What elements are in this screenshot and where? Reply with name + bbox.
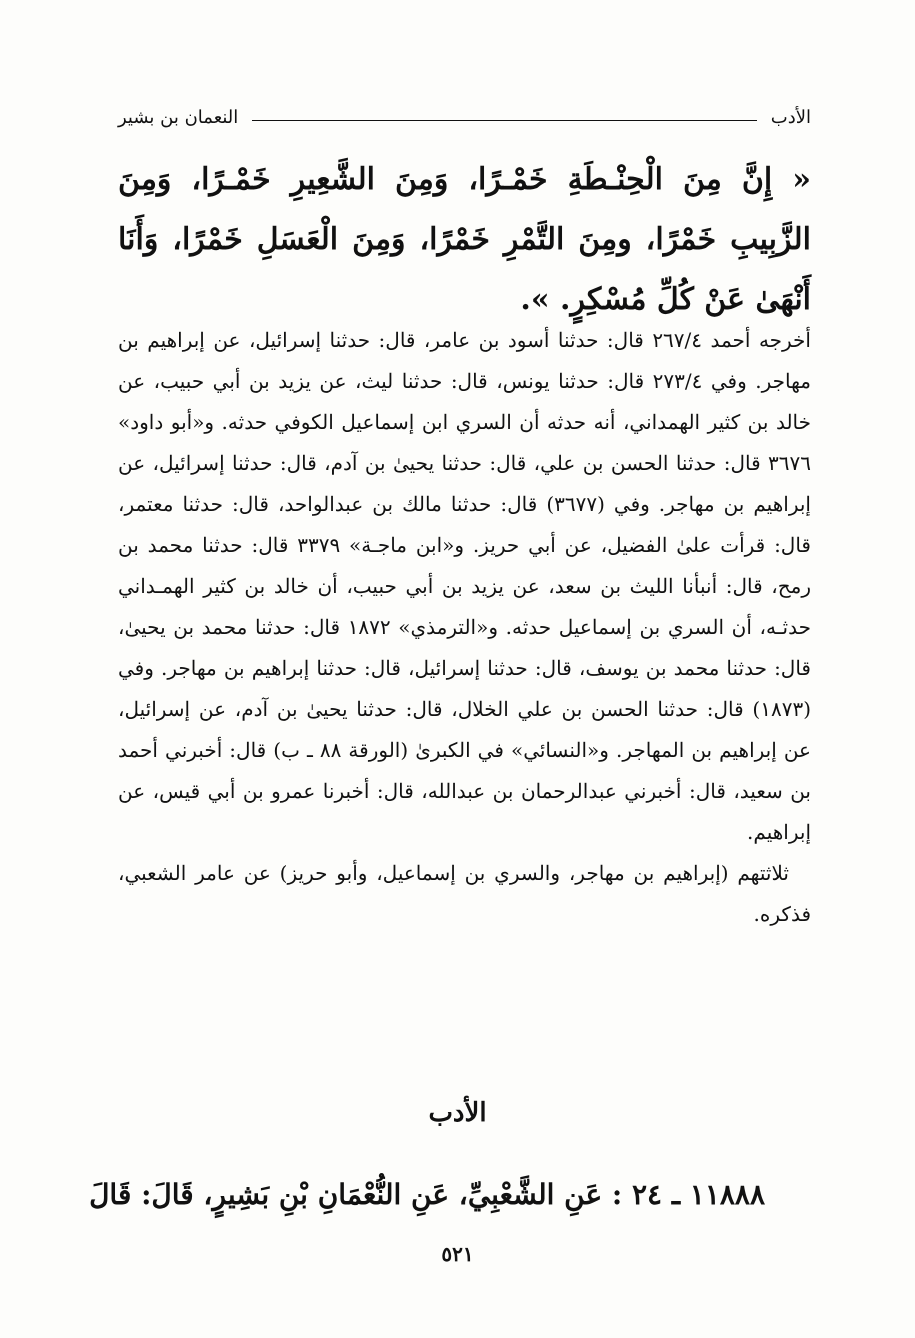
section-heading: الأدب (428, 1098, 487, 1128)
takhrij-summary: ثلاثتهم (إبراهيم بن مهاجر، والسري بن إسماعيل، وأبو حريز) عن عامر الشعبي، فذكره. (118, 861, 811, 926)
hadith-text: « إِنَّ مِنَ الْحِنْـطَةِ خَمْـرًا، وَمِنَ الشَّعِيرِ خَمْـرًا، وَمِنَ الزَّبِيبِ خَمْرًا، ومِنَ التَّمْرِ خَمْرًا، وَمِنَ الْعَسَلِ خَمْرًا، وَأَنَا أَنْهَىٰ عَنْ كُلِّ مُسْكِرٍ. ». (118, 162, 811, 317)
running-header (118, 102, 811, 132)
header-chapter-title: الأدب (770, 106, 811, 128)
page-number: ٥٢١ (441, 1242, 474, 1266)
next-hadith-start: ١١٨٨٨ ـ ٢٤ : عَنِ الشَّعْبِيِّ، عَنِ النُّعْمَانِ بْنِ بَشِيرٍ، قَالَ: قَالَ (89, 1178, 765, 1211)
header-rule (252, 120, 756, 121)
header-narrator-title: النعمان بن بشير (118, 106, 239, 128)
takhrij-block (118, 320, 811, 935)
takhrij-paragraph: أخرجه أحمد ٢٦٧/٤ قال: حدثنا أسود بن عامر، قال: حدثنا إسرائيل، عن إبراهيم بن مهاجر. وفي ٢٧٣/٤ قال: حدثنا يونس، قال: حدثنا ليث، عن يزيد بن أبي حبيب، عن خالد بن كثير الهمداني، أنه حدثه أن السري ابن إسماعيل الكوفي حدثه. و«أبو داود» ٣٦٧٦ قال: حدثنا الحسن بن علي، قال: حدثنا يحيىٰ بن آدم، قال: حدثنا إسرائيل، عن إبراهيم بن مهاجر. وفي (٣٦٧٧) قال: حدثنا مالك بن عبدالواحد، قال: حدثنا معتمر، قال: قرأت علىٰ الفضيل، عن أبي حريز. و«ابن ماجـة» ٣٣٧٩ قال: حدثنا محمد بن رمح، قال: أنبأنا الليث بن سعد، عن يزيد بن أبي حبيب، أن خالد بن كثير الهمـداني حدثـه، أن السري بن إسماعيل حدثه. و«الترمذي» ١٨٧٢ قال: حدثنا محمد بن يحيىٰ، قال: حدثنا محمد بن يوسف، قال: حدثنا إسرائيل، قال: حدثنا إبراهيم بن مهاجر. وفي (١٨٧٣) قال: حدثنا الحسن بن علي الخلال، قال: حدثنا يحيىٰ بن آدم، عن إسرائيل، عن إبراهيم بن المهاجر. و«النسائي» في الكبرىٰ (الورقة ٨٨ ـ ب) قال: أخبرني أحمد بن سعيد، قال: أخبرني عبدالرحمان بن عبدالله، قال: أخبرنا عمرو بن أبي قيس، عن إبراهيم. (118, 328, 812, 844)
